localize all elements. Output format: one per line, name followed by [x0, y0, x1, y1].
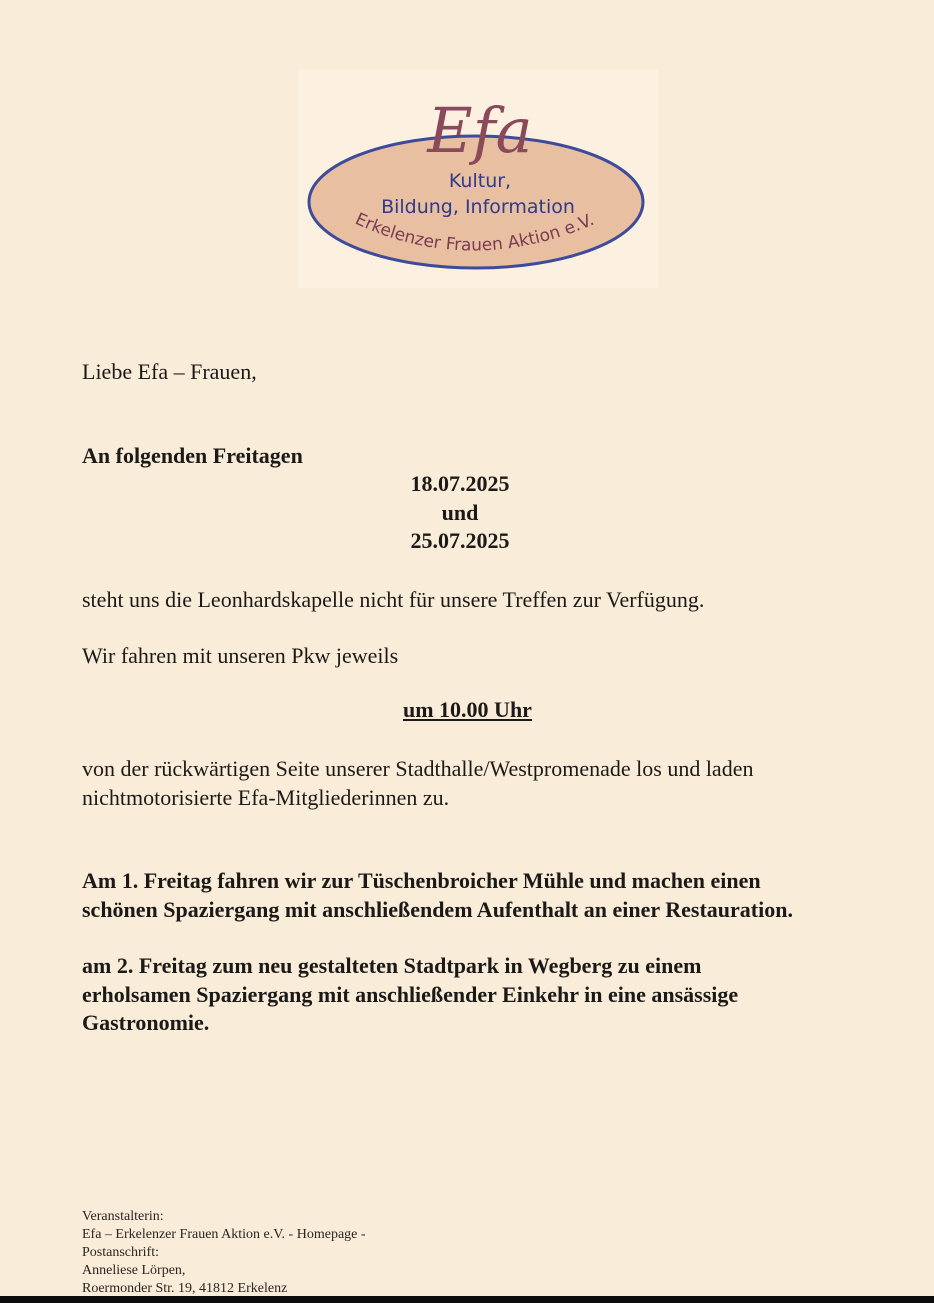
- logo-wordmark: Efa: [427, 94, 533, 167]
- footer-line-organizer: Efa – Erkelenzer Frauen Aktion e.V. - Homepage -: [82, 1227, 366, 1242]
- meeting-point-line-2: nichtmotorisierte Efa-Mitgliederinnen zu.: [82, 784, 450, 810]
- departure-time: um 10.00 Uhr: [403, 697, 532, 722]
- friday-1-line-1: Am 1. Freitag fahren wir zur Tüschenbroicher Mühle und machen einen: [82, 868, 761, 893]
- paragraph-cars: Wir fahren mit unseren Pkw jeweils: [82, 643, 399, 668]
- paragraph-chapel: steht uns die Leonhardskapelle nicht für unsere Treffen zur Verfügung.: [82, 587, 705, 612]
- meeting-point-line-1: von der rückwärtigen Seite unserer Stadthalle/Westpromenade los und laden: [82, 756, 754, 781]
- paragraph-friday-2: [82, 952, 912, 1038]
- footer-line-address: Roermonder Str. 19, 41812 Erkelenz: [82, 1281, 288, 1296]
- efa-logo: [298, 70, 658, 288]
- date-second: 25.07.2025: [410, 528, 510, 553]
- efa-logo-graphic: [298, 70, 658, 288]
- friday-2-line-3: Gastronomie.: [82, 1010, 210, 1035]
- friday-2-line-1: am 2. Freitag zum neu gestalteten Stadtpark in Wegberg zu einem: [82, 953, 702, 978]
- date-conjunction: und: [441, 499, 479, 525]
- footer-line-postal-label: Postanschrift:: [82, 1245, 159, 1260]
- date-first: 18.07.2025: [410, 471, 510, 496]
- friday-1-line-2: schönen Spaziergang mit anschließendem Aufenthalt an einer Restauration.: [82, 896, 793, 922]
- footer-line-organizer-label: Veranstalterin:: [82, 1209, 164, 1224]
- dates-block: [403, 470, 517, 556]
- friday-2-line-2: erholsamen Spaziergang mit anschließender Einkehr in eine ansässige: [82, 981, 739, 1007]
- bottom-edge-bar: [0, 1296, 934, 1303]
- footer-line-contact-name: Anneliese Lörpen,: [82, 1263, 186, 1278]
- logo-arc-textpath: Erkelenzer Frauen Aktion e.V.: [352, 209, 598, 256]
- greeting: Liebe Efa – Frauen,: [82, 359, 257, 384]
- logo-line-kultur: Kultur,: [448, 170, 512, 192]
- footer-organizer: [82, 1208, 366, 1298]
- intro-heading: An folgenden Freitagen: [82, 443, 303, 468]
- logo-line-bildung: Bildung, Information: [381, 196, 575, 218]
- paragraph-friday-1: [82, 867, 912, 924]
- paragraph-meeting-point: [82, 755, 912, 812]
